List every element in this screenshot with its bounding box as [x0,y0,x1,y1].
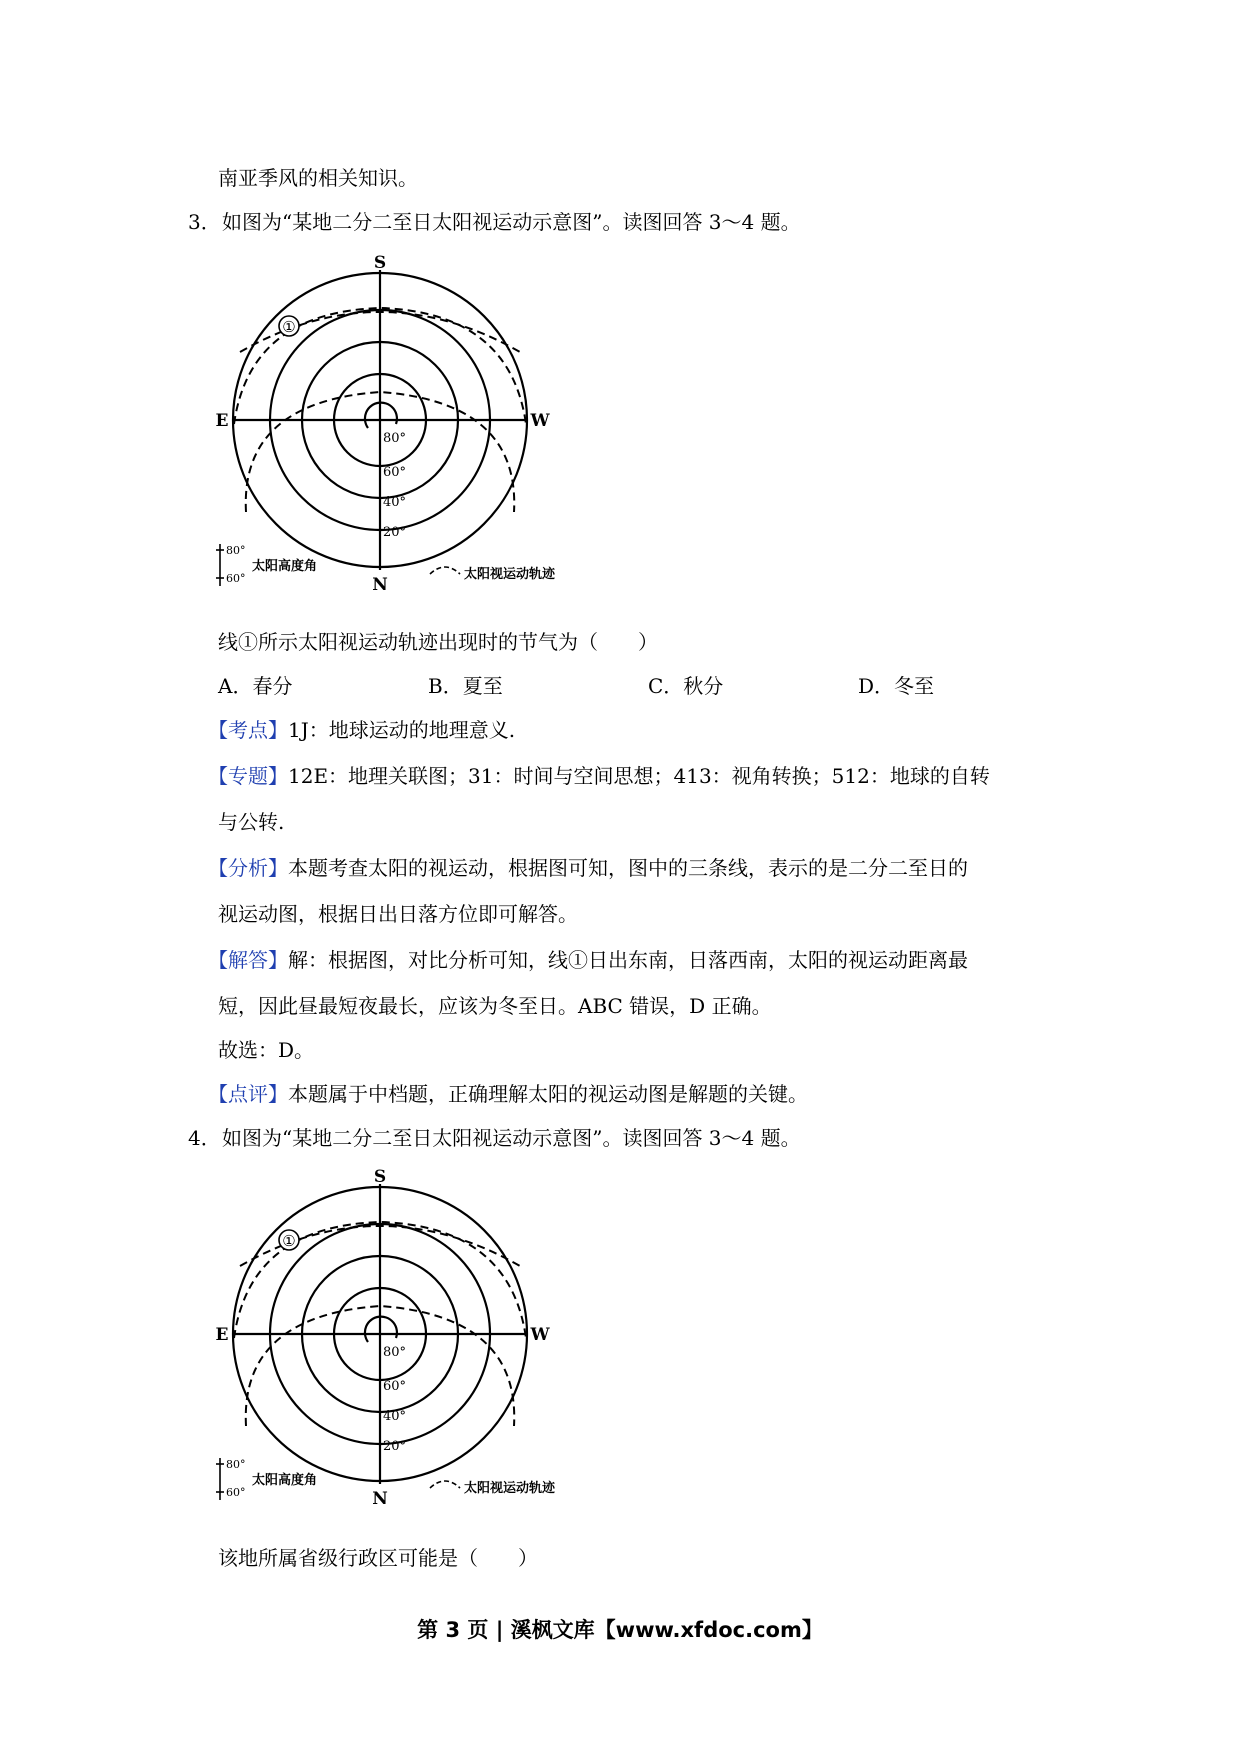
label-marker: ① [282,318,296,336]
sun-path-diagram [210,252,590,592]
legend-80: 80° [226,544,246,557]
label-east: E [215,411,229,431]
zhuanti-text-1: 12E：地理关联图；31：时间与空间思想；413：视角转换；512：地球的自转 [288,764,990,788]
q3-option-b: B．夏至 [428,674,503,698]
label-west: W [530,411,550,431]
fenxi-text-2: 视运动图，根据日出日落方位即可解答。 [218,902,578,926]
q3-number: 3． [188,210,221,234]
q3-stem: 如图为“某地二分二至日太阳视运动示意图”。读图回答 3～4 题。 [222,210,801,234]
q4-stem: 如图为“某地二分二至日太阳视运动示意图”。读图回答 3～4 题。 [222,1126,801,1150]
legend-60: 60° [226,572,246,585]
jieda-text-2: 短，因此昼最短夜最长，应该为冬至日。ABC 错误，D 正确。 [218,994,772,1018]
kaodian-text: 1J：地球运动的地理意义. [288,718,516,742]
tick-20: 20° [383,525,407,540]
q4-figure [210,1166,590,1510]
legend-80: 80° [226,1458,246,1471]
fenxi-text-1: 本题考查太阳的视运动，根据图可知，图中的三条线，表示的是二分二至日的 [288,856,968,880]
tick-60: 60° [383,1379,407,1394]
page-footer: 第 3 页 | 溪枫文库【www.xfdoc.com】 [417,1618,823,1642]
tick-80: 80° [383,431,407,446]
fenxi-tag: 【分析】 [208,856,288,880]
legend-altitude-label: 太阳高度角 [252,559,318,574]
label-south: S [373,253,387,273]
kaodian [208,716,515,744]
sun-path-diagram-2 [210,1166,590,1506]
label-west: W [530,1325,550,1345]
zhuanti [208,762,990,790]
legend-track-label: 太阳视运动轨迹 [464,1481,556,1496]
legend-track-label: 太阳视运动轨迹 [464,567,556,582]
legend-track-sample [430,1481,460,1488]
q3-question: 线①所示太阳视运动轨迹出现时的节气为（ ） [218,630,658,654]
tick-40: 40° [383,1409,407,1424]
label-north: N [372,1489,388,1506]
jieda [208,946,968,974]
kaodian-tag: 【考点】 [208,718,288,742]
dianping-text: 本题属于中档题，正确理解太阳的视运动图是解题的关键。 [288,1082,808,1106]
legend-altitude-label: 太阳高度角 [252,1473,318,1488]
tick-60: 60° [383,465,407,480]
label-south: S [373,1167,387,1187]
top-line: 南亚季风的相关知识。 [218,166,418,190]
dianping-tag: 【点评】 [208,1082,288,1106]
q4-question: 该地所属省级行政区可能是（ ） [218,1546,538,1570]
q3-option-c: C．秋分 [648,674,724,698]
zhuanti-tag: 【专题】 [208,764,288,788]
tick-80: 80° [383,1345,407,1360]
label-east: E [215,1325,229,1345]
tick-40: 40° [383,495,407,510]
q3-option-d: D．冬至 [858,674,935,698]
q3-figure [210,252,590,596]
legend-60: 60° [226,1486,246,1499]
jieda-text-1: 解：根据图，对比分析可知，线①日出东南，日落西南，太阳的视运动距离最 [288,948,968,972]
q4-number: 4． [188,1126,221,1150]
guxuan: 故选：D。 [218,1038,315,1062]
tick-20: 20° [383,1439,407,1454]
dianping [208,1080,808,1108]
fenxi [208,854,968,882]
label-marker: ① [282,1232,296,1250]
label-north: N [372,575,388,592]
legend-track-sample [430,567,460,574]
jieda-tag: 【解答】 [208,948,288,972]
zhuanti-text-2: 与公转. [218,810,285,834]
q3-option-a: A．春分 [218,674,293,698]
